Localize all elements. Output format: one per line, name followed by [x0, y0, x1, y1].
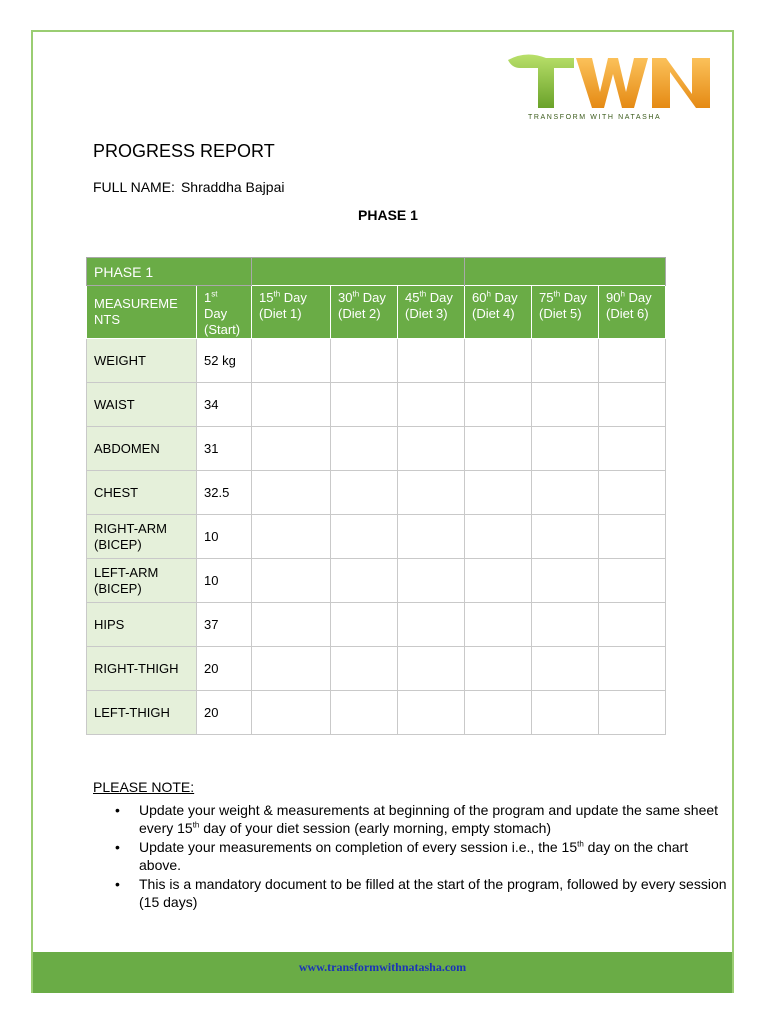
- row-label: RIGHT-ARM (BICEP): [87, 515, 197, 559]
- empty-measure-cell[interactable]: [465, 471, 532, 515]
- empty-measure-cell[interactable]: [465, 647, 532, 691]
- row-start-value: 31: [197, 427, 252, 471]
- empty-measure-cell[interactable]: [599, 647, 666, 691]
- empty-measure-cell[interactable]: [532, 471, 599, 515]
- header-day-30: 30th Day (Diet 2): [331, 286, 398, 339]
- row-label: CHEST: [87, 471, 197, 515]
- empty-measure-cell[interactable]: [465, 603, 532, 647]
- row-start-value: 37: [197, 603, 252, 647]
- row-start-value: 20: [197, 691, 252, 735]
- table-row: [87, 339, 666, 383]
- footer-website-link[interactable]: www.transformwithnatasha.com: [298, 960, 467, 974]
- phase-blank-cell: [252, 258, 465, 286]
- table-row: [87, 691, 666, 735]
- phase-label: PHASE 1: [87, 258, 252, 286]
- empty-measure-cell[interactable]: [398, 427, 465, 471]
- empty-measure-cell[interactable]: [398, 559, 465, 603]
- empty-measure-cell[interactable]: [398, 647, 465, 691]
- page-title: PROGRESS REPORT: [93, 141, 275, 161]
- empty-measure-cell[interactable]: [252, 559, 331, 603]
- empty-measure-cell[interactable]: [398, 339, 465, 383]
- empty-measure-cell[interactable]: [599, 427, 666, 471]
- empty-measure-cell[interactable]: [465, 339, 532, 383]
- empty-measure-cell[interactable]: [532, 559, 599, 603]
- empty-measure-cell[interactable]: [331, 339, 398, 383]
- full-name-line: [93, 179, 284, 195]
- empty-measure-cell[interactable]: [252, 427, 331, 471]
- row-label: LEFT-ARM (BICEP): [87, 559, 197, 603]
- empty-measure-cell[interactable]: [398, 603, 465, 647]
- empty-measure-cell[interactable]: [331, 691, 398, 735]
- table-row: [87, 471, 666, 515]
- empty-measure-cell[interactable]: [331, 603, 398, 647]
- row-label: ABDOMEN: [87, 427, 197, 471]
- footer-bar: [33, 952, 732, 993]
- header-day-45: 45th Day (Diet 3): [398, 286, 465, 339]
- row-start-value: 10: [197, 515, 252, 559]
- row-label: RIGHT-THIGH: [87, 647, 197, 691]
- notes-list: [93, 800, 729, 911]
- table-row: [87, 383, 666, 427]
- empty-measure-cell[interactable]: [331, 515, 398, 559]
- row-start-value: 52 kg: [197, 339, 252, 383]
- empty-measure-cell[interactable]: [252, 647, 331, 691]
- empty-measure-cell[interactable]: [331, 427, 398, 471]
- header-day-90: 90$^h$ Day (Diet 6): [599, 286, 666, 339]
- phase-blank-cell: [465, 258, 666, 286]
- empty-measure-cell[interactable]: [252, 383, 331, 427]
- empty-measure-cell[interactable]: [599, 559, 666, 603]
- empty-measure-cell[interactable]: [465, 383, 532, 427]
- empty-measure-cell[interactable]: [532, 427, 599, 471]
- twn-logo: [506, 50, 716, 122]
- empty-measure-cell[interactable]: [532, 383, 599, 427]
- empty-measure-cell[interactable]: [398, 515, 465, 559]
- table-row: [87, 559, 666, 603]
- row-label: LEFT-THIGH: [87, 691, 197, 735]
- row-label: HIPS: [87, 603, 197, 647]
- empty-measure-cell[interactable]: [252, 471, 331, 515]
- empty-measure-cell[interactable]: [599, 471, 666, 515]
- empty-measure-cell[interactable]: [331, 383, 398, 427]
- empty-measure-cell[interactable]: [599, 691, 666, 735]
- row-label: WAIST: [87, 383, 197, 427]
- header-start-day: 1st Day (Start): [197, 286, 252, 339]
- logo-tagline: TRANSFORM WITH NATASHA: [528, 114, 662, 121]
- note-item: • Update your measurements on completion of every session i.e., the 15th day on the chart above.: [139, 839, 729, 874]
- empty-measure-cell[interactable]: [465, 515, 532, 559]
- note-item: • Update your weight & measurements at beginning of the program and update the same sheet every 15th day of your diet session (early morning, empty stomach): [139, 802, 729, 837]
- empty-measure-cell[interactable]: [599, 383, 666, 427]
- full-name-label: FULL NAME:: [93, 179, 175, 195]
- empty-measure-cell[interactable]: [331, 471, 398, 515]
- empty-measure-cell[interactable]: [252, 515, 331, 559]
- empty-measure-cell[interactable]: [398, 383, 465, 427]
- empty-measure-cell[interactable]: [331, 647, 398, 691]
- empty-measure-cell[interactable]: [599, 515, 666, 559]
- empty-measure-cell[interactable]: [252, 339, 331, 383]
- row-start-value: 32.5: [197, 471, 252, 515]
- empty-measure-cell[interactable]: [532, 647, 599, 691]
- empty-measure-cell[interactable]: [465, 559, 532, 603]
- header-day-60: 60$^h$ Day (Diet 4): [465, 286, 532, 339]
- empty-measure-cell[interactable]: [532, 515, 599, 559]
- phase-heading: PHASE 1: [358, 207, 418, 223]
- table-row: [87, 603, 666, 647]
- note-item: • This is a mandatory document to be filled at the start of the program, followed by every session (15 days): [139, 876, 729, 911]
- empty-measure-cell[interactable]: [398, 691, 465, 735]
- empty-measure-cell[interactable]: [252, 691, 331, 735]
- header-day-15: 15th Day (Diet 1): [252, 286, 331, 339]
- note-title: PLEASE NOTE:: [93, 779, 195, 795]
- row-start-value: 34: [197, 383, 252, 427]
- empty-measure-cell[interactable]: [532, 603, 599, 647]
- header-row: [87, 286, 666, 339]
- empty-measure-cell[interactable]: [599, 603, 666, 647]
- row-start-value: 10: [197, 559, 252, 603]
- full-name-value: Shraddha Bajpai: [180, 179, 285, 195]
- empty-measure-cell[interactable]: [532, 691, 599, 735]
- empty-measure-cell[interactable]: [599, 339, 666, 383]
- empty-measure-cell[interactable]: [465, 691, 532, 735]
- header-day-75: 75th Day (Diet 5): [532, 286, 599, 339]
- table-row: [87, 515, 666, 559]
- progress-table: [86, 257, 666, 735]
- empty-measure-cell[interactable]: [532, 339, 599, 383]
- empty-measure-cell[interactable]: [465, 427, 532, 471]
- table-row: [87, 427, 666, 471]
- phase-row: [87, 258, 666, 286]
- row-start-value: 20: [197, 647, 252, 691]
- header-measurements: MEASUREME NTS: [87, 286, 197, 339]
- table-row: [87, 647, 666, 691]
- empty-measure-cell[interactable]: [331, 559, 398, 603]
- row-label: WEIGHT: [87, 339, 197, 383]
- empty-measure-cell[interactable]: [252, 603, 331, 647]
- empty-measure-cell[interactable]: [398, 471, 465, 515]
